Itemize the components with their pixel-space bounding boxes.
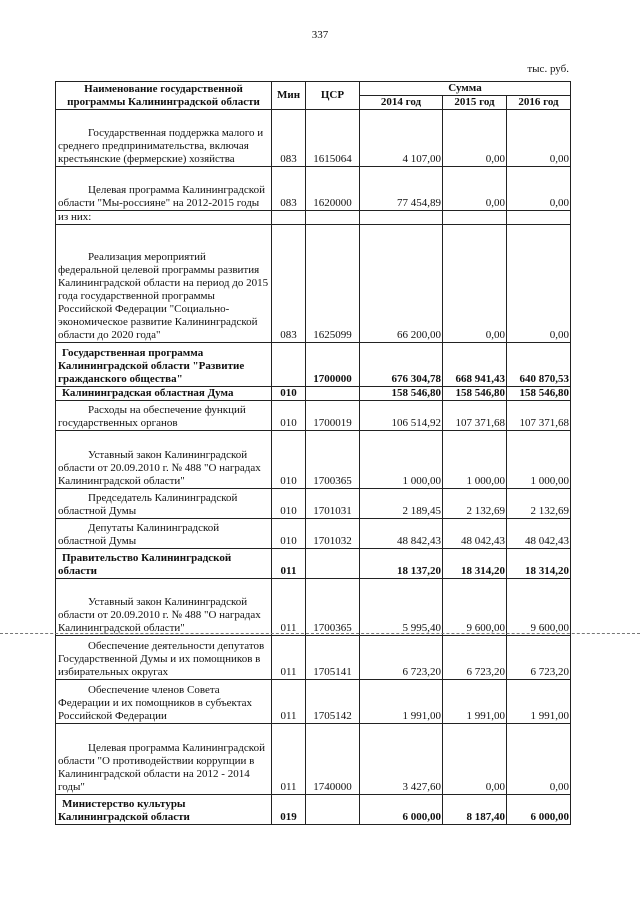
- cell-y2015: 48 042,43: [443, 519, 507, 549]
- cell-min: 010: [272, 387, 306, 401]
- cell-y2016: 6 000,00: [507, 795, 571, 825]
- table-row: [56, 549, 571, 579]
- cell-name: Государственная программа Калининградской области "Развитие гражданского общества": [56, 343, 272, 387]
- table-row: [56, 110, 571, 167]
- cell-name: Целевая программа Калининградской области "О противодействии коррупции в Калининградской области на 2012 - 2014 годы": [56, 724, 272, 795]
- scan-artifact-line: [0, 633, 640, 635]
- cell-csr: [306, 211, 360, 225]
- cell-y2014: 48 842,43: [360, 519, 443, 549]
- units-label: тыс. руб.: [527, 63, 569, 75]
- header-2015: 2015 год: [443, 96, 507, 110]
- cell-min: 011: [272, 549, 306, 579]
- table-row: [56, 680, 571, 724]
- header-min: Мин: [272, 82, 306, 110]
- cell-y2014: 3 427,60: [360, 724, 443, 795]
- cell-min: 019: [272, 795, 306, 825]
- cell-y2016: 107 371,68: [507, 401, 571, 431]
- cell-y2016: 0,00: [507, 225, 571, 343]
- cell-min: 083: [272, 167, 306, 211]
- cell-y2014: 18 137,20: [360, 549, 443, 579]
- cell-y2014: 106 514,92: [360, 401, 443, 431]
- cell-y2014: 158 546,80: [360, 387, 443, 401]
- table-header: [56, 82, 571, 110]
- cell-y2015: [443, 211, 507, 225]
- cell-csr: 1700365: [306, 579, 360, 636]
- cell-y2016: 2 132,69: [507, 489, 571, 519]
- cell-csr: 1615064: [306, 110, 360, 167]
- cell-y2015: 18 314,20: [443, 549, 507, 579]
- cell-min: 010: [272, 431, 306, 489]
- cell-y2015: 0,00: [443, 167, 507, 211]
- cell-name: Правительство Калининградской области: [56, 549, 272, 579]
- table-row: [56, 401, 571, 431]
- cell-min: 010: [272, 401, 306, 431]
- cell-name: Уставный закон Калининградской области от 20.09.2010 г. № 488 "О наградах Калининградской области": [56, 579, 272, 636]
- cell-name: Калининградская областная Дума: [56, 387, 272, 401]
- cell-name: Депутаты Калининградской областной Думы: [56, 519, 272, 549]
- cell-csr: [306, 795, 360, 825]
- cell-y2016: 158 546,80: [507, 387, 571, 401]
- header-csr: ЦСР: [306, 82, 360, 110]
- cell-y2015: 6 723,20: [443, 636, 507, 680]
- table-row: [56, 431, 571, 489]
- cell-y2016: [507, 211, 571, 225]
- cell-csr: [306, 387, 360, 401]
- table-row: [56, 795, 571, 825]
- header-2016: 2016 год: [507, 96, 571, 110]
- cell-y2014: 6 723,20: [360, 636, 443, 680]
- table-row: [56, 489, 571, 519]
- cell-csr: 1705141: [306, 636, 360, 680]
- cell-y2014: 5 995,40: [360, 579, 443, 636]
- cell-y2014: 66 200,00: [360, 225, 443, 343]
- cell-csr: 1701031: [306, 489, 360, 519]
- cell-y2016: 640 870,53: [507, 343, 571, 387]
- table-row: [56, 636, 571, 680]
- cell-y2014: 1 000,00: [360, 431, 443, 489]
- cell-name: Министерство культуры Калининградской области: [56, 795, 272, 825]
- cell-y2014: 6 000,00: [360, 795, 443, 825]
- table-row: [56, 579, 571, 636]
- header-sum: Сумма: [360, 82, 571, 96]
- header-2014: 2014 год: [360, 96, 443, 110]
- cell-y2015: 158 546,80: [443, 387, 507, 401]
- cell-y2016: 1 991,00: [507, 680, 571, 724]
- cell-y2015: 0,00: [443, 724, 507, 795]
- cell-y2015: 1 991,00: [443, 680, 507, 724]
- cell-name: Обеспечение деятельности депутатов Государственной Думы и их помощников в избирательных округах: [56, 636, 272, 680]
- cell-csr: [306, 549, 360, 579]
- cell-csr: 1740000: [306, 724, 360, 795]
- cell-name: Государственная поддержка малого и среднего предпринимательства, включая крестьянские (фермерские) хозяйства: [56, 110, 272, 167]
- table-row: [56, 211, 571, 225]
- cell-min: [272, 211, 306, 225]
- cell-y2014: [360, 211, 443, 225]
- cell-name: Целевая программа Калининградской области "Мы-россияне" на 2012-2015 годы: [56, 167, 272, 211]
- page-number: 337: [311, 29, 329, 41]
- cell-min: 011: [272, 579, 306, 636]
- cell-csr: 1620000: [306, 167, 360, 211]
- cell-min: [272, 343, 306, 387]
- cell-y2014: 1 991,00: [360, 680, 443, 724]
- cell-y2015: 107 371,68: [443, 401, 507, 431]
- cell-y2016: 9 600,00: [507, 579, 571, 636]
- cell-min: 011: [272, 724, 306, 795]
- cell-csr: 1705142: [306, 680, 360, 724]
- cell-y2016: 18 314,20: [507, 549, 571, 579]
- cell-csr: 1700365: [306, 431, 360, 489]
- budget-table: [55, 81, 571, 825]
- cell-name: Расходы на обеспечение функций государственных органов: [56, 401, 272, 431]
- cell-name: из них:: [56, 211, 272, 225]
- cell-y2016: 0,00: [507, 110, 571, 167]
- cell-y2015: 0,00: [443, 110, 507, 167]
- cell-name: Реализация мероприятий федеральной целевой программы развития Калининградской области на период до 2015 года государственной программы Российской Федерации "Социально-экономическое развитие Калининградской области до 2020 года": [56, 225, 272, 343]
- cell-min: 011: [272, 636, 306, 680]
- cell-min: 011: [272, 680, 306, 724]
- cell-y2015: 0,00: [443, 225, 507, 343]
- cell-y2015: 9 600,00: [443, 579, 507, 636]
- cell-min: 010: [272, 519, 306, 549]
- cell-name: Обеспечение членов Совета Федерации и их помощников в субъектах Российской Федерации: [56, 680, 272, 724]
- cell-y2015: 8 187,40: [443, 795, 507, 825]
- cell-min: 010: [272, 489, 306, 519]
- cell-name: Уставный закон Калининградской области от 20.09.2010 г. № 488 "О наградах Калининградской области": [56, 431, 272, 489]
- table-row: [56, 343, 571, 387]
- table-body: [56, 110, 571, 825]
- cell-csr: 1625099: [306, 225, 360, 343]
- cell-y2016: 6 723,20: [507, 636, 571, 680]
- cell-y2014: 4 107,00: [360, 110, 443, 167]
- table-row: [56, 519, 571, 549]
- cell-y2016: 0,00: [507, 167, 571, 211]
- cell-csr: 1701032: [306, 519, 360, 549]
- cell-y2015: 1 000,00: [443, 431, 507, 489]
- cell-csr: 1700019: [306, 401, 360, 431]
- cell-y2014: 77 454,89: [360, 167, 443, 211]
- header-name: Наименование государственной программы Калининградской области: [56, 82, 272, 110]
- cell-y2016: 48 042,43: [507, 519, 571, 549]
- cell-name: Председатель Калининградской областной Думы: [56, 489, 272, 519]
- table-row: [56, 387, 571, 401]
- cell-y2014: 676 304,78: [360, 343, 443, 387]
- table-row: [56, 724, 571, 795]
- cell-y2014: 2 189,45: [360, 489, 443, 519]
- cell-csr: 1700000: [306, 343, 360, 387]
- cell-min: 083: [272, 110, 306, 167]
- cell-y2015: 668 941,43: [443, 343, 507, 387]
- table-row: [56, 167, 571, 211]
- cell-min: 083: [272, 225, 306, 343]
- cell-y2016: 0,00: [507, 724, 571, 795]
- table-row: [56, 225, 571, 343]
- cell-y2016: 1 000,00: [507, 431, 571, 489]
- cell-y2015: 2 132,69: [443, 489, 507, 519]
